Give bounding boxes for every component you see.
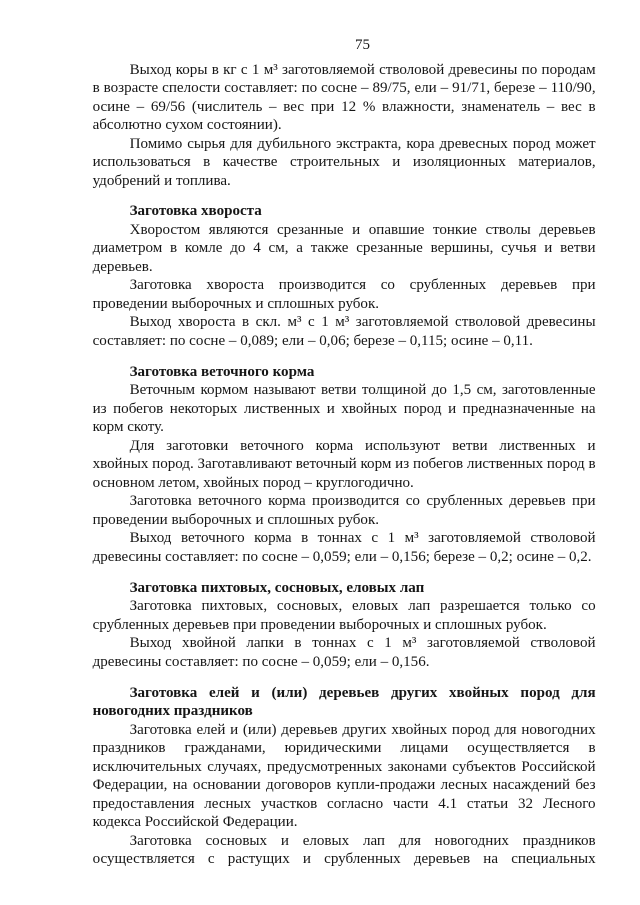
paragraph: Заготовка сосновых и еловых лап для новогодних праздников осуществляется с растущих и срубленных деревьев на специальных (92, 832, 596, 868)
page-number: 75 (355, 37, 370, 53)
paragraph: Выход коры в кг с 1 м³ заготовляемой стволовой древесины по породам в возрасте спелости составляет: по сосне – 89/75, ели – 91/71, березе – 110/90, осине – 69/56 (числитель – вес при 12 % влажности, знаменатель – вес в абсолютно сухом состоянии). (92, 61, 596, 133)
section-brushwood (93, 202, 596, 350)
section-intro (93, 61, 596, 191)
document-body (93, 61, 596, 869)
paragraph: Хворостом являются срезанные и опавшие тонкие стволы деревьев диаметром в комле до 4 см, а также срезанные вершины, сучья и ветви деревьев. (92, 221, 596, 275)
section-new-year-trees (93, 684, 596, 869)
paragraph: Выход веточного корма в тоннах с 1 м³ заготовляемой стволовой древесины составляет: по сосне – 0,059; ели – 0,156; березе – 0,2; осине – 0,2. (92, 530, 596, 565)
section-heading: Заготовка веточного корма (129, 363, 315, 380)
section-heading: Заготовка елей и (или) деревьев других хвойных пород для новогодних праздников (92, 684, 596, 720)
paragraph: Для заготовки веточного корма используют ветви лиственных и хвойных пород. Заготавливают веточный корм из побегов лиственных пород в основном летом, хвойных пород – круглогодично. (92, 437, 596, 491)
paragraph: Помимо сырья для дубильного экстракта, кора древесных пород может использоваться в качестве строительных и изоляционных материалов, удобрений и топлива. (92, 135, 596, 189)
paragraph: Веточным кормом называют ветви толщиной до 1,5 см, заготовленные из побегов некоторых лиственных и хвойных пород и предназначенные на корм скоту. (92, 382, 596, 436)
paragraph: Заготовка хвороста производится со срубленных деревьев при проведении выборочных и сплошных рубок. (92, 277, 596, 312)
section-heading: Заготовка пихтовых, сосновых, еловых лап (129, 579, 425, 596)
paragraph: Выход хвороста в скл. м³ с 1 м³ заготовляемой стволовой древесины составляет: по сосне – 0,089; ели – 0,06; березе – 0,115; осине – 0,11. (92, 314, 596, 349)
section-branch-fodder (93, 363, 596, 567)
section-conifer-branches (93, 579, 596, 672)
paragraph: Заготовка пихтовых, сосновых, еловых лап разрешается только со срубленных деревьев при проведении выборочных и сплошных рубок. (92, 598, 596, 633)
paragraph: Заготовка веточного корма производится со срубленных деревьев при проведении выборочных и сплошных рубок. (92, 493, 596, 528)
paragraph: Выход хвойной лапки в тоннах с 1 м³ заготовляемой стволовой древесины составляет: по сосне – 0,059; ели – 0,156. (92, 635, 596, 670)
paragraph: Заготовка елей и (или) деревьев других хвойных пород для новогодних праздников гражданами, юридическими лицами осуществляется в исключительных случаях, предусмотренных законами субъектов Российской Федерации, на основании договоров купли-продажи лесных насаждений без предоставления лесных участков согласно части 4.1 статьи 32 Лесного кодекса Российской Федерации. (92, 721, 596, 831)
section-heading: Заготовка хвороста (129, 203, 262, 220)
